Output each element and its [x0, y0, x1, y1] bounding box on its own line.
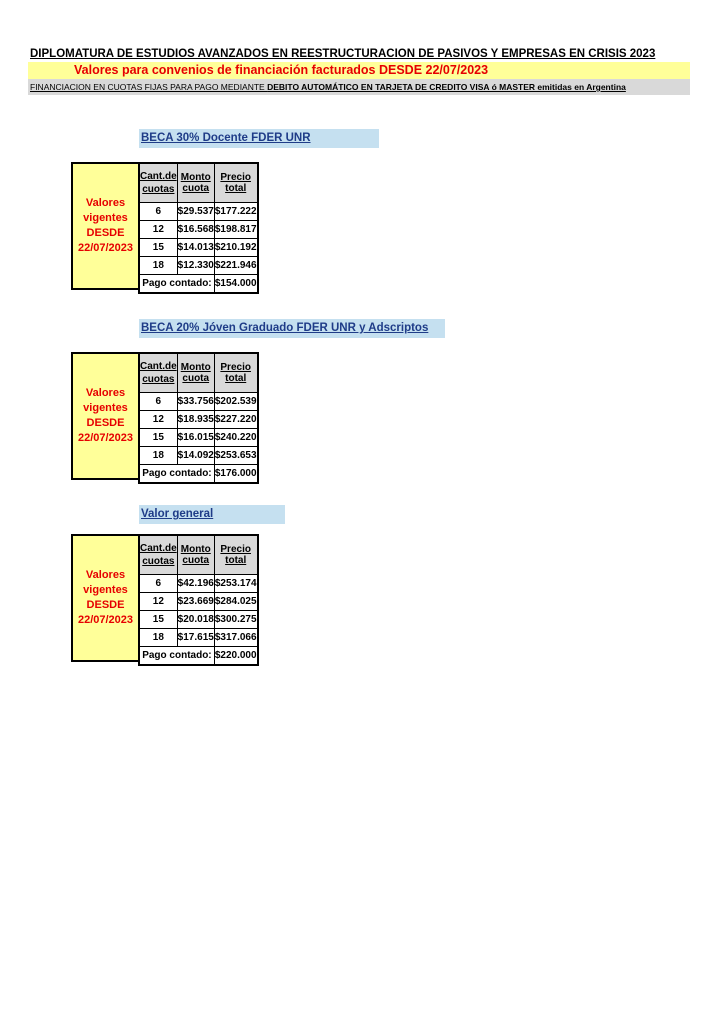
- table-row: 18 $14.092 $253.653: [139, 447, 258, 465]
- section-title-beca-20: BECA 20% Jóven Graduado FDER UNR y Adscriptos: [139, 319, 445, 338]
- col-header-cuotas: Cant.de cuotas: [139, 353, 177, 393]
- price-table-valor-general: [138, 534, 259, 666]
- col-header-cuotas: Cant.de cuotas: [139, 535, 177, 575]
- col-header-cuotas: Cant.de cuotas: [139, 163, 177, 203]
- table-row: 12 $23.669 $284.025: [139, 593, 258, 611]
- vigencia-box: Valores vigentes DESDE 22/07/2023: [71, 534, 139, 662]
- price-table-beca-30: [138, 162, 259, 294]
- contado-value: $154.000: [214, 275, 257, 294]
- total-row: [139, 465, 258, 484]
- section-title-valor-general: Valor general: [139, 505, 285, 524]
- table-row: 6 $29.537 $177.222: [139, 203, 258, 221]
- vigencia-box: Valores vigentes DESDE 22/07/2023: [71, 352, 139, 480]
- table-row: 18 $17.615 $317.066: [139, 629, 258, 647]
- contado-label: Pago contado:: [139, 275, 214, 294]
- table-row: 18 $12.330 $221.946: [139, 257, 258, 275]
- table-header-row: [139, 163, 258, 203]
- document-subtitle: Valores para convenios de financiación facturados DESDE 22/07/2023: [28, 62, 690, 79]
- contado-value: $220.000: [214, 647, 257, 666]
- col-header-precio: Precio total: [214, 535, 257, 575]
- col-header-monto: Monto cuota: [177, 163, 214, 203]
- total-row: [139, 647, 258, 666]
- table-header-row: [139, 353, 258, 393]
- document-title: DIPLOMATURA DE ESTUDIOS AVANZADOS EN REESTRUCTURACION DE PASIVOS Y EMPRESAS EN CRISIS 2023: [30, 48, 656, 60]
- table-row: 15 $16.015 $240.220: [139, 429, 258, 447]
- table-row: 12 $16.568 $198.817: [139, 221, 258, 239]
- table-row: 12 $18.935 $227.220: [139, 411, 258, 429]
- table-row: 6 $33.756 $202.539: [139, 393, 258, 411]
- vigencia-box: Valores vigentes DESDE 22/07/2023: [71, 162, 139, 290]
- col-header-precio: Precio total: [214, 163, 257, 203]
- col-header-monto: Monto cuota: [177, 535, 214, 575]
- total-row: [139, 275, 258, 294]
- contado-label: Pago contado:: [139, 465, 214, 484]
- contado-label: Pago contado:: [139, 647, 214, 666]
- financing-note: [28, 79, 690, 95]
- table-header-row: [139, 535, 258, 575]
- table-row: 6 $42.196 $253.174: [139, 575, 258, 593]
- col-header-precio: Precio total: [214, 353, 257, 393]
- price-table-beca-20: [138, 352, 259, 484]
- col-header-monto: Monto cuota: [177, 353, 214, 393]
- contado-value: $176.000: [214, 465, 257, 484]
- financing-note-plain: FINANCIACION EN CUOTAS FIJAS PARA PAGO MEDIANTE: [30, 82, 268, 92]
- section-title-beca-30: BECA 30% Docente FDER UNR: [139, 129, 379, 148]
- table-row: 15 $14.013 $210.192: [139, 239, 258, 257]
- table-row: 15 $20.018 $300.275: [139, 611, 258, 629]
- financing-note-bold: DEBITO AUTOMÁTICO EN TARJETA DE CREDITO VISA ó MASTER emitidas en Argentina: [267, 82, 626, 92]
